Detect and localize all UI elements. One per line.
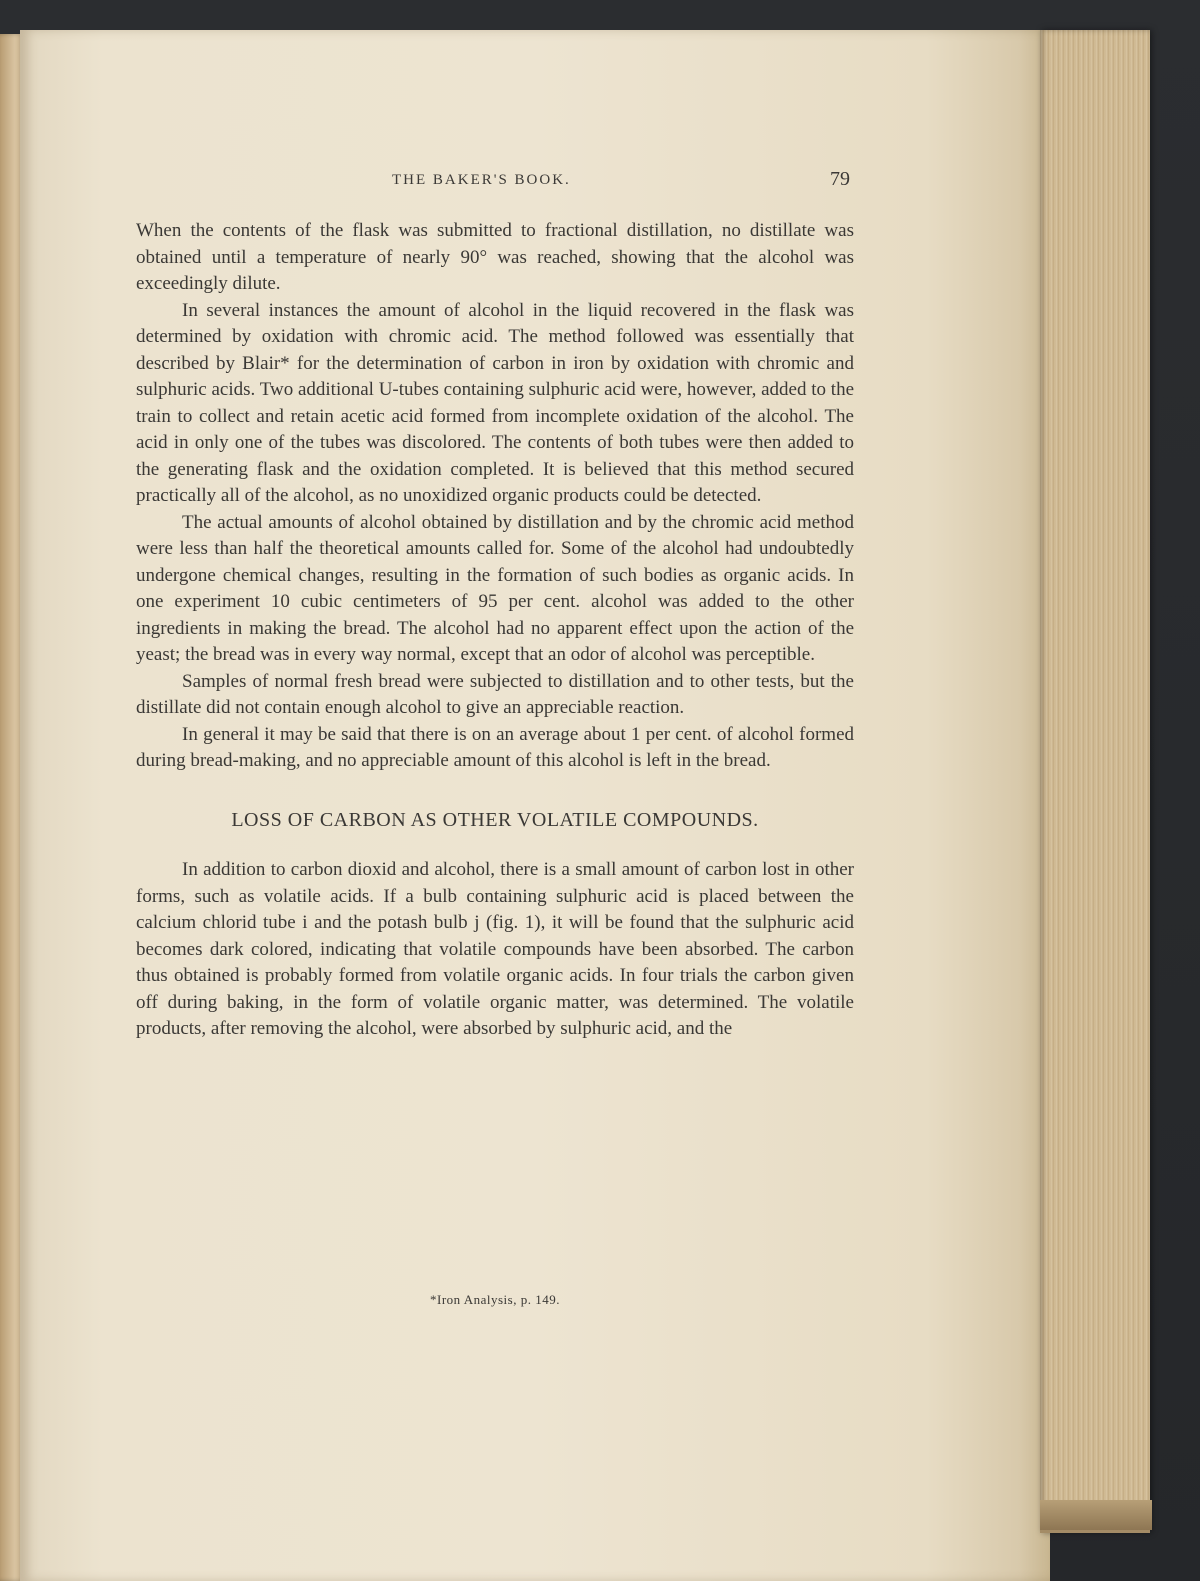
paragraph: In several instances the amount of alcohol in the liquid recovered in the flask was determined by oxidation with chromic acid. The method followed was essentially that described by Blair* for the determination of carbon in iron by oxidation with chromic and sulphuric acids. Two additional U-tubes containing sulphuric acid were, however, added to the train to collect and retain acetic acid formed from incomplete oxidation of the alcohol. The acid in only one of the tubes was discolored. The contents of both tubes were then added to the generating flask and the oxidation completed. It is believed that this method secured practically all of the alcohol, as no unoxidized organic products could be detected.	[136, 299, 854, 506]
body-text	[136, 218, 854, 1043]
page-number: 79	[830, 168, 850, 190]
paragraph: When the contents of the flask was submitted to fractional distillation, no distillate was obtained until a temperature of nearly 90° was reached, showing that the alcohol was exceedingly dilute.	[136, 220, 854, 294]
footnote: *Iron Analysis, p. 149.	[430, 1292, 560, 1307]
page-edges	[1040, 30, 1150, 1533]
section-heading: LOSS OF CARBON AS OTHER VOLATILE COMPOUNDS.	[231, 808, 759, 831]
page-edges-bottom	[1040, 1500, 1152, 1530]
running-title: THE BAKER'S BOOK.	[392, 172, 571, 188]
paragraph: Samples of normal fresh bread were subjected to distillation and to other tests, but the distillate did not contain enough alcohol to give an appreciable reaction.	[136, 670, 854, 718]
paragraph: In general it may be said that there is on an average about 1 per cent. of alcohol formed during bread-making, and no appreciable amount of this alcohol is left in the bread.	[136, 723, 854, 771]
running-head	[136, 168, 850, 198]
paragraph: The actual amounts of alcohol obtained by distillation and by the chromic acid method were less than half the theoretical amounts called for. Some of the alcohol had undoubtedly undergone chemical changes, resulting in the formation of such bodies as organic acids. In one experiment 10 cubic centimeters of 95 per cent. alcohol was added to the other ingredients in making the bread. The alcohol had no apparent effect upon the action of the yeast; the bread was in every way normal, except that an odor of alcohol was perceptible.	[136, 511, 854, 665]
section-paragraph: In addition to carbon dioxid and alcohol, there is a small amount of carbon lost in other forms, such as volatile acids. If a bulb containing sulphuric acid is placed between the calcium chlorid tube i and the potash bulb j (fig. 1), it will be found that the sulphuric acid becomes dark colored, indicating that volatile compounds have been absorbed. The carbon thus obtained is probably formed from volatile organic acids. In four trials the carbon given off during baking, in the form of volatile organic matter, was determined. The volatile products, after removing the alcohol, were absorbed by sulphuric acid, and the	[136, 859, 854, 1039]
